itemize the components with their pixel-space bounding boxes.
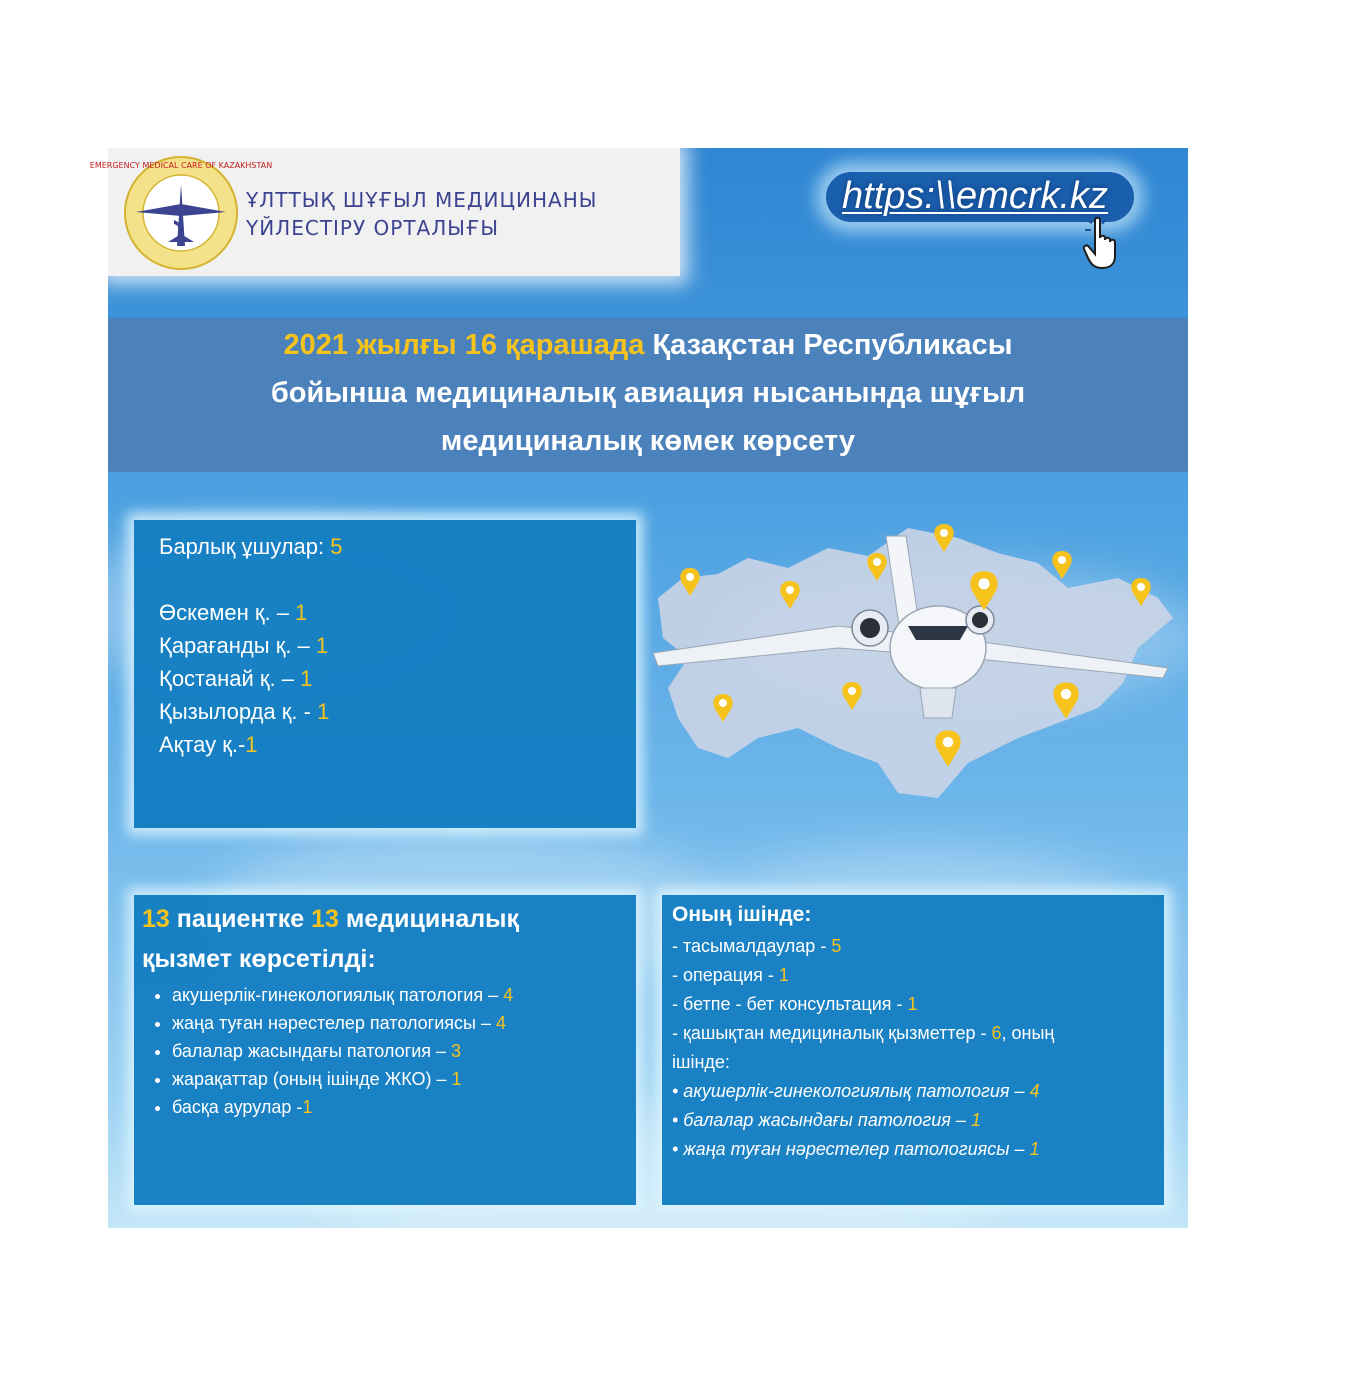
patients-count: 13: [142, 905, 170, 933]
organization-name-line2: ҮЙЛЕСТІРУ ОРТАЛЫҒЫ: [246, 216, 500, 240]
map-pin-icon: [1052, 551, 1071, 579]
list-item: [172, 1093, 636, 1121]
item-value: 1: [451, 1069, 462, 1089]
item-value: 4: [1029, 1081, 1040, 1101]
including-card: [662, 895, 1164, 1205]
list-item: [172, 1037, 636, 1065]
item-value: 1: [907, 994, 918, 1014]
list-item: [159, 596, 636, 629]
city-value: 1: [300, 666, 313, 691]
city-name: Ақтау қ.-: [159, 732, 246, 757]
flights-total-label: Барлық ұшулар:: [159, 534, 331, 559]
city-name: Қызылорда қ. -: [159, 699, 318, 724]
services-count: 13: [311, 905, 339, 933]
organization-name-line1: ҰЛТТЫҚ ШҰҒЫЛ МЕДИЦИНАНЫ: [246, 188, 598, 212]
kazakhstan-map-illustration: [638, 508, 1178, 808]
item-label: - операция -: [672, 965, 779, 985]
item-label: акушерлік-гинекологиялық патология –: [172, 985, 504, 1005]
patients-heading-line2: қызмет көрсетілді:: [142, 945, 376, 973]
list-item: [159, 662, 636, 695]
city-name: Өскемен қ. –: [159, 600, 296, 625]
list-item: [672, 990, 1164, 1019]
title-banner: [108, 318, 1188, 472]
item-value: 1: [778, 965, 789, 985]
city-name: Қарағанды қ. –: [159, 633, 316, 658]
sub-list-item: [672, 1106, 1164, 1135]
flights-total-value: 5: [330, 534, 343, 559]
list-item: [672, 932, 1164, 961]
item-label: - бетпе - бет консультация -: [672, 994, 908, 1014]
infographic-poster: [89, 148, 1188, 1228]
flights-card: [134, 520, 636, 828]
sub-list-item: [672, 1135, 1164, 1164]
city-value: 1: [315, 633, 329, 658]
list-item: [172, 1009, 636, 1037]
list-item: [159, 629, 636, 662]
item-label: • балалар жасындағы патология –: [672, 1110, 971, 1130]
title-line1: [108, 321, 1188, 369]
including-heading: Оның ішінде:: [672, 903, 812, 926]
item-label: балалар жасындағы патология –: [172, 1041, 452, 1061]
title-line2: бойынша медициналық авиация нысанында шұғыл: [270, 377, 1026, 409]
emblem-text: EMERGENCY MEDICAL CARE OF KAZAKHSTAN: [89, 161, 273, 170]
item-value: 6: [991, 1023, 1002, 1043]
item-value: 1: [302, 1097, 313, 1117]
pathology-list: [142, 981, 636, 1121]
patients-heading-text: медициналық: [338, 905, 519, 933]
item-label: - тасымалдаулар -: [672, 936, 832, 956]
list-item: [159, 695, 636, 728]
flights-total: [159, 530, 636, 563]
list-item: [672, 1019, 1164, 1048]
item-value: 4: [495, 1013, 506, 1033]
item-label: - қашықтан медициналық қызметтер -: [672, 1023, 992, 1043]
city-value: 1: [295, 600, 308, 625]
item-label: • жаңа туған нәрестелер патологиясы –: [672, 1139, 1030, 1159]
title-line1-text: Қазақстан Республикасы: [644, 329, 1013, 361]
patients-card: [134, 895, 636, 1205]
hand-pointer-icon: [1082, 216, 1122, 270]
item-label: жаңа туған нәрестелер патологиясы –: [172, 1013, 496, 1033]
logo-header: [89, 148, 680, 276]
city-value: 1: [317, 699, 330, 724]
patients-heading-text: пациентке: [169, 905, 312, 933]
city-name: Қостанай қ. –: [159, 666, 301, 691]
list-item: [172, 1065, 636, 1093]
sub-list-item: [672, 1077, 1164, 1106]
city-value: 1: [245, 732, 258, 757]
item-label: жарақаттар (оның ішінде ЖКО) –: [172, 1069, 452, 1089]
item-value: 4: [503, 985, 514, 1005]
list-item-continuation: ішінде:: [672, 1052, 730, 1072]
title-line3: медициналық көмек көрсету: [440, 425, 856, 457]
item-label: басқа аурулар -: [172, 1097, 303, 1117]
list-item: [672, 961, 1164, 990]
list-item: [172, 981, 636, 1009]
organization-name: [246, 186, 597, 242]
item-value: 3: [451, 1041, 462, 1061]
item-value: 1: [1029, 1139, 1040, 1159]
website-link[interactable]: https:\\emcrk.kz: [842, 175, 1109, 217]
item-value: 1: [970, 1110, 981, 1130]
title-date: 2021 жылғы 16 қарашада: [283, 329, 645, 361]
aviation-emblem-icon: [89, 154, 273, 272]
item-suffix: , оның: [1001, 1023, 1055, 1043]
item-value: 5: [831, 936, 842, 956]
item-label: • акушерлік-гинекологиялық патология –: [672, 1081, 1030, 1101]
list-item: [159, 728, 636, 761]
patients-heading: [142, 899, 636, 939]
